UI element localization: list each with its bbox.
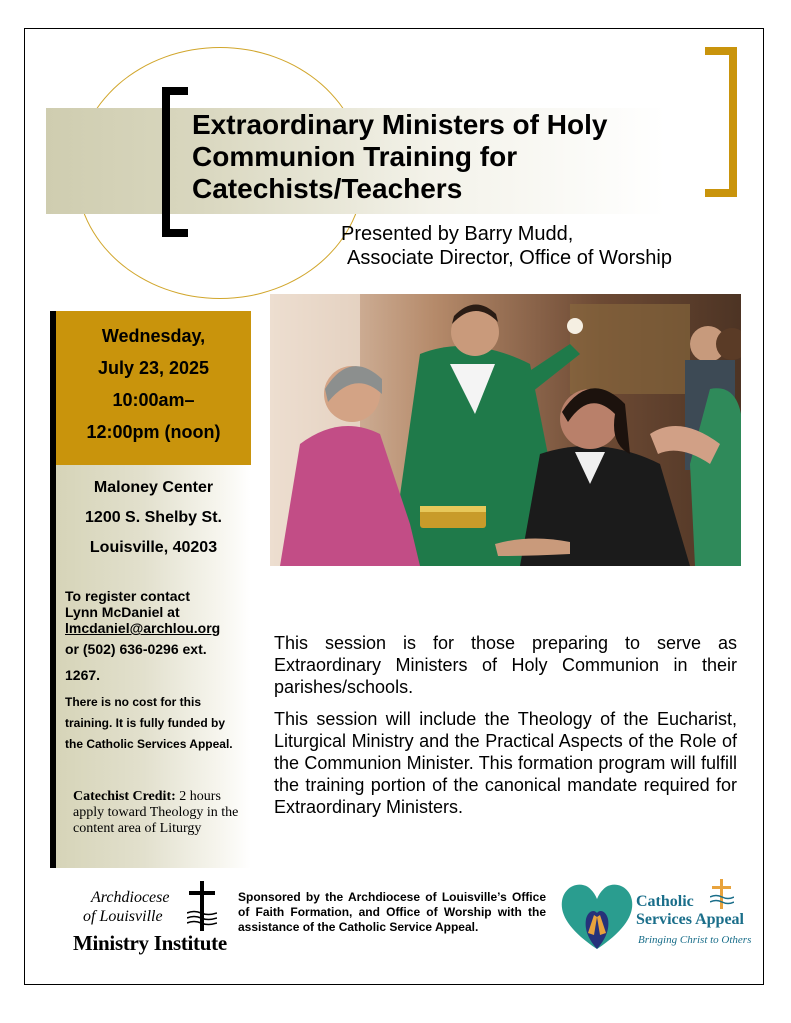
archdiocese-logo-line2: of Louisville (83, 908, 163, 925)
venue-block (56, 473, 251, 563)
register-line2: Lynn McDaniel at (65, 604, 180, 620)
event-date: July 23, 2025 (97, 358, 210, 378)
csa-logo-line2: Services Appeal (636, 911, 744, 928)
left-bracket-decoration (162, 87, 188, 237)
sponsor-statement: Sponsored by the Archdiocese of Louisville’s Office of Faith Formation, and Office of Worship with the assistance of the Catholic Service Appeal. (238, 890, 546, 934)
cost-note: There is no cost for this training. It is fully funded by the Catholic Services Appeal. (65, 695, 233, 751)
presenter-name: Presented by Barry Mudd, (341, 223, 574, 245)
event-date-box (56, 311, 251, 465)
csa-logo-tagline: Bringing Christ to Others (638, 934, 752, 946)
catechist-credit-text: 2 hours apply toward Theology in the content area of Liturgy (73, 789, 239, 836)
event-time-end: 12:00pm (noon) (86, 422, 221, 442)
event-day: Wednesday, (101, 326, 206, 346)
description (274, 632, 737, 828)
catechist-credit-label: Catechist Credit: (73, 789, 176, 804)
venue-city: Louisville, 40203 (89, 539, 218, 556)
description-paragraph-1: This session is for those preparing to serve as Extraordinary Ministers of Holy Communion in their parishes/schools. (274, 633, 737, 697)
registration-block (65, 588, 250, 688)
right-bracket-decoration (705, 47, 737, 197)
communion-scene-illustration (270, 294, 741, 566)
archdiocese-ministry-institute-logo (69, 881, 229, 961)
csa-logo-line1: Catholic (636, 893, 694, 910)
register-line1: To register contact (65, 588, 190, 604)
contact-email-link[interactable]: lmcdaniel@archlou.org (65, 620, 221, 636)
communion-photo (270, 294, 741, 566)
contact-extension: 1267. (65, 667, 101, 683)
venue-street: 1200 S. Shelby St. (85, 509, 222, 526)
praying-hands-heart-icon (560, 881, 634, 953)
flyer-title: Extraordinary Ministers of Holy Communion Training for Catechists/Teachers (192, 109, 608, 204)
catholic-services-appeal-logo (560, 879, 752, 959)
event-time-start: 10:00am– (112, 390, 195, 410)
archdiocese-logo-line3: Ministry Institute (73, 931, 227, 955)
cross-icon (187, 881, 217, 931)
archdiocese-logo-line1: Archdiocese (91, 889, 170, 906)
flyer-page (24, 28, 764, 985)
presenter-info (341, 222, 741, 270)
description-paragraph-2: This session will include the Theology of the Eucharist, Liturgical Ministry and the Practical Aspects of the Role of the Communion Minister. This formation program will fulfill the training portion of the canonical mandate required for Extraordinary Ministers. (274, 709, 737, 817)
presenter-role: Associate Director, Office of Worship (347, 247, 672, 269)
catechist-credit (73, 789, 245, 837)
csa-logo-name (636, 893, 744, 929)
venue-name: Maloney Center (93, 479, 214, 496)
contact-phone: or (502) 636-0296 ext. (65, 641, 207, 657)
